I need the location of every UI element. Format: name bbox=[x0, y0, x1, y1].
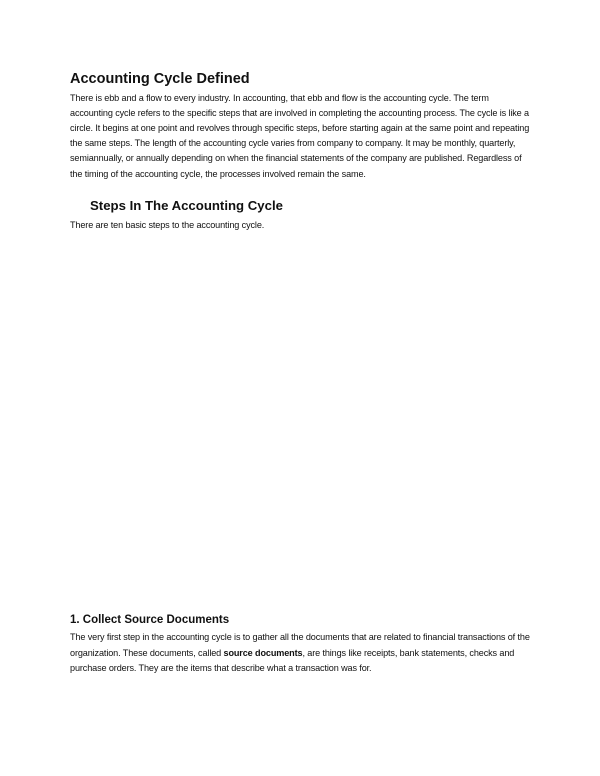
step-1-text-before: The very first step in the accounting cycle is to gather all the documents that are related to financial transactions of the organization. These documents, called bbox=[70, 632, 530, 658]
subsection-title: Steps In The Accounting Cycle bbox=[90, 198, 283, 213]
section-title: Accounting Cycle Defined bbox=[70, 71, 250, 87]
intro-paragraph: There is ebb and a flow to every industry. In accounting, that ebb and flow is the accounting cycle. The term accounting cycle refers to the specific steps that are involved in completing the accounting process. The cycle is like a circle. It begins at one point and revolves through specific steps, before starting again at the same point and repeating the same steps. The length of the accounting cycle varies from company to company. It may be monthly, quarterly, semiannually, or annually depending on when the financial statements of the company are published. Regardless of the timing of the accounting cycle, the processes involved remain the same. bbox=[70, 92, 530, 179]
step-1-paragraph bbox=[70, 630, 538, 677]
step-1-text-after: , are things like receipts, bank statements, checks and purchase orders. They are the items that describe what a transaction was for. bbox=[70, 647, 515, 673]
step-1-title: 1. Collect Source Documents bbox=[70, 614, 230, 626]
source-documents-term: source documents bbox=[223, 647, 303, 658]
steps-intro-paragraph: There are ten basic steps to the accounting cycle. bbox=[70, 220, 265, 230]
